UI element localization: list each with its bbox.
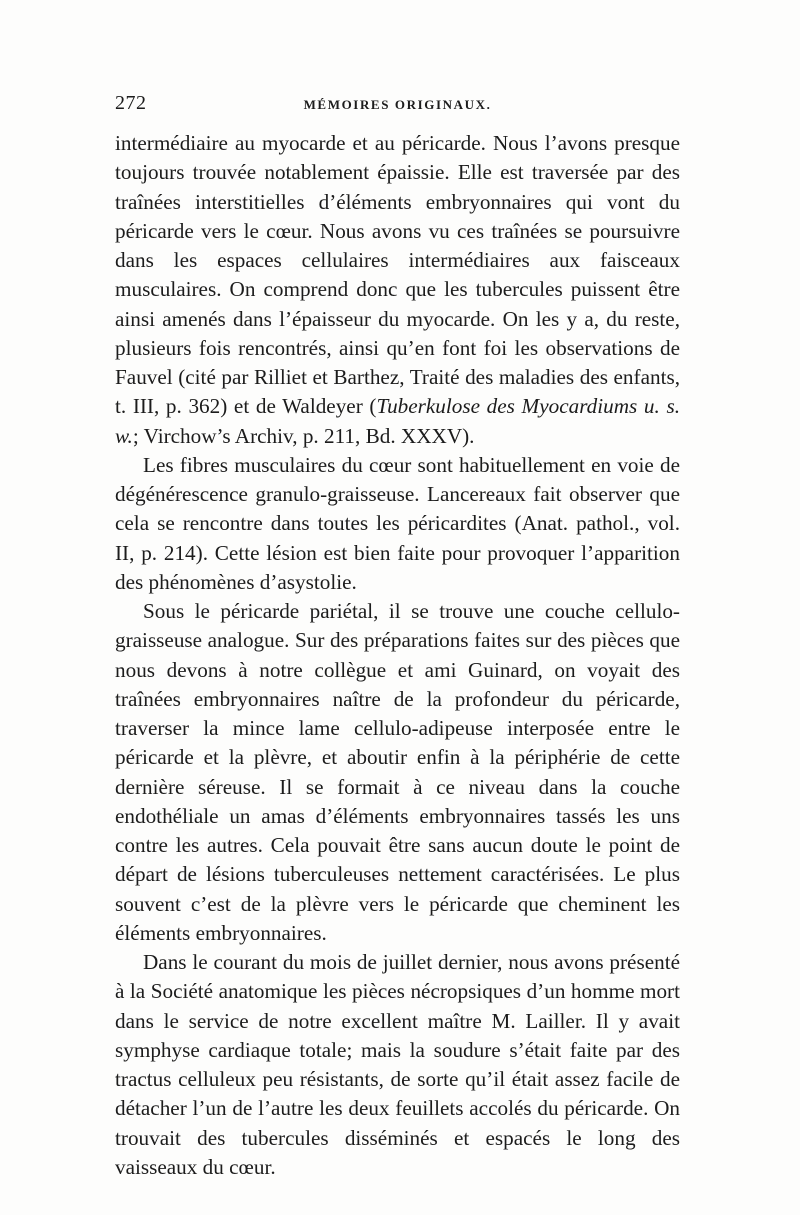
- page-header: [115, 92, 680, 120]
- paragraph-3: Sous le péricarde pariétal, il se trouve une couche cellulo-graisseuse analogue. Sur des préparations faites sur des pièces que nous devons à notre collègue et ami Guinard, on voyait des traînées embryonnaires naître de la profondeur du péricarde, traverser la mince lame cellulo-adipeuse interposée entre le péricarde et la plèvre, et aboutir enfin à la périphérie de cette dernière séreuse. Il se formait à ce niveau dans la couche endothéliale un amas d’éléments embryonnaires tassés les uns contre les autres. Cela pouvait être sans aucun doute le point de départ de lésions tuberculeuses nettement caractérisées. Le plus souvent c’est de la plèvre vers le péricarde que cheminent les éléments embryonnaires.: [115, 599, 680, 945]
- paragraph-4: Dans le courant du mois de juillet dernier, nous avons présenté à la Société anatomique les pièces nécropsiques d’un homme mort dans le service de notre excellent maître M. Lailler. Il y avait symphyse cardiaque totale; mais la soudure s’était faite par des tractus celluleux peu résistants, de sorte qu’il était assez facile de détacher l’un de l’autre les deux feuillets accolés du péricarde. On trouvait des tubercules disséminés et espacés le long des vaisseaux du cœur.: [115, 950, 680, 1179]
- paragraph-2: Les fibres musculaires du cœur sont habituellement en voie de dégénérescence granulo-graisseuse. Lancereaux fait observer que cela se rencontre dans toutes les péricardites (Anat. pathol., vol. II, p. 214). Cette lésion est bien faite pour provoquer l’apparition des phénomènes d’asystolie.: [115, 452, 680, 594]
- paragraph-1-text-end: ; Virchow’s Archiv, p. 211, Bd. XXXV).: [132, 423, 475, 448]
- body-text: [115, 129, 680, 1182]
- page-number: 272: [115, 92, 147, 114]
- running-head: MÉMOIRES ORIGINAUX.: [303, 97, 492, 112]
- paragraph-1-text: intermédiaire au myocarde et au péricarde. Nous l’avons presque toujours trouvée notablement épaissie. Elle est traversée par des traînées interstitielles d’éléments embryonnaires qui vont du péricarde vers le cœur. Nous avons vu ces traînées se poursuivre dans les espaces cellulaires intermédiaires aux faisceaux musculaires. On comprend donc que les tubercules puissent être ainsi amenés dans l’épaisseur du myocarde. On les y a, du reste, plusieurs fois rencontrés, ainsi qu’en font foi les observations de Fauvel (cité par Rilliet et Barthez, Traité des maladies des enfants, t. III, p. 362) et de Waldeyer (: [115, 131, 680, 419]
- book-title-italic: Tuberkulose des Myocardiums u. s. w.: [115, 394, 680, 448]
- paragraph-1: [115, 129, 680, 451]
